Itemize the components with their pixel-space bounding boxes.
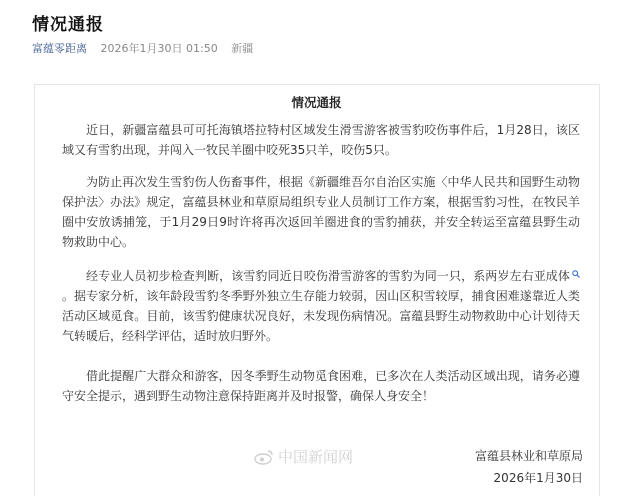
article-meta [32,40,253,56]
notice-paragraph-1: 近日，新疆富蕴县可可托海镇塔拉特村区域发生滑雪游客被雪豹咬伤事件后，1月28日，该区域又有雪豹出现，并闯入一牧民羊圈中咬死35只羊，咬伤5只。 [62,123,580,157]
page-title: 情况通报 [32,15,104,35]
source-link[interactable]: 富蕴零距离 [32,42,87,55]
notice-signature [475,445,583,489]
signature-date: 2026年1月30日 [493,471,583,485]
signature-org: 富蕴县林业和草原局 [474,449,583,463]
watermark-text: 中国新闻网 [278,448,354,466]
weibo-icon [254,449,274,465]
notice-paragraph-2: 为防止再次发生雪豹伤人伤畜事件，根据《新疆维吾尔自治区实施〈中华人民共和国野生动物保护法〉办法》规定，富蕴县林业和草原局组织专业人员制订工作方案，根据雪豹习性，在牧民羊圈中安放诱捕笼，于1月29日9时许将再次返回羊圈进食的雪豹捕获，并安全转运至富蕴县野生动物救助中心。 [62,175,580,249]
notice-paragraph-4: 借此提醒广大群众和游客，因冬季野生动物觅食困难，已多次在人类活动区域出现，请务必遵守安全提示，遇到野生动物注意保持距离并及时报警，确保人身安全！ [62,369,580,403]
notice-heading: 情况通报 [291,95,342,110]
watermark [254,446,353,467]
publish-datetime: 2026年1月30日 01:50 [100,42,218,55]
paragraph-3-part-2: 。据专家分析，该年龄段雪豹冬季野外独立生存能力较弱，因山区积雪较厚，捕食困难遂靠近人类活动区域觅食。目前，该雪豹健康状况良好，未发现伤病情况。富蕴县野生动物救助中心计划待天气转暖后，经科学评估，适时放归野外。 [62,289,580,343]
search-icon[interactable] [572,270,580,278]
publish-location: 新疆 [231,42,254,55]
paragraph-3-part-1: 经专业人员初步检查判断，该雪豹同近日咬伤滑雪游客的雪豹为同一只，系两岁左右亚成体 [86,269,570,283]
notice-paragraph-3 [62,266,580,346]
